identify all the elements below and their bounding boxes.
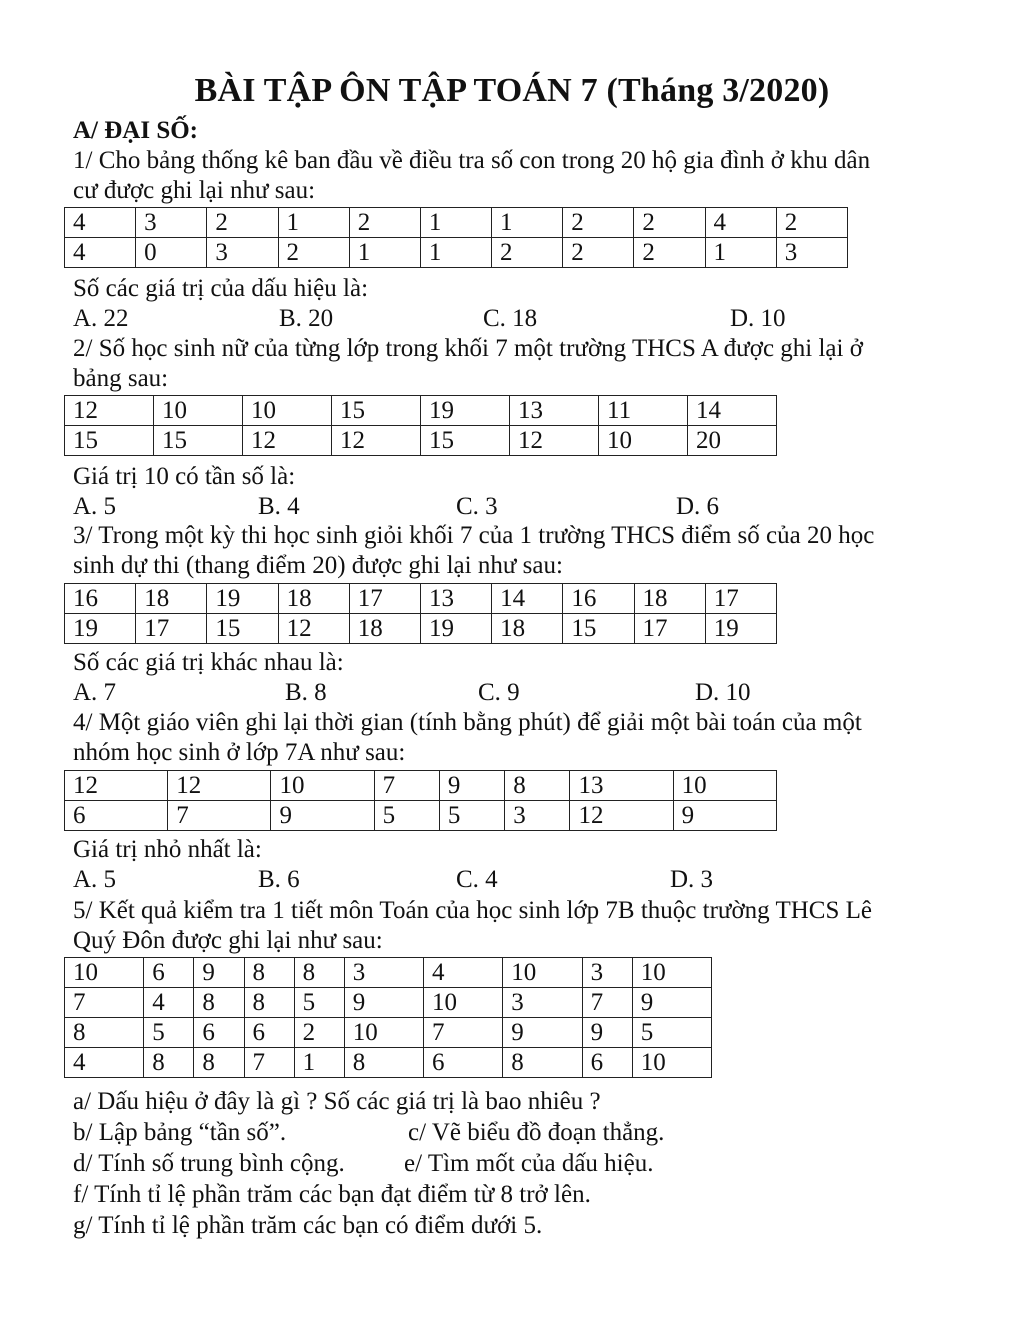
q5-part-d: d/ Tính số trung bình cộng.	[73, 1150, 345, 1177]
table-cell: 10	[243, 396, 332, 426]
table-cell: 18	[136, 584, 207, 614]
table-cell: 12	[243, 426, 332, 456]
table-cell: 12	[65, 771, 168, 801]
table-cell: 9	[344, 988, 423, 1018]
q1-text-line1: 1/ Cho bảng thống kê ban đầu về điều tra số con trong 20 hộ gia đình ở khu dân	[73, 147, 871, 174]
table-cell: 2	[776, 208, 847, 238]
q1-text-line2: cư được ghi lại như sau:	[73, 177, 316, 204]
table-cell: 3	[136, 208, 207, 238]
q1-data-table	[64, 207, 848, 268]
table-row	[65, 1048, 712, 1078]
table-cell: 4	[424, 958, 503, 988]
table-cell: 1	[278, 208, 349, 238]
table-cell: 8	[194, 988, 244, 1018]
table-cell: 10	[599, 426, 688, 456]
q2-option-d: D. 6	[676, 493, 720, 520]
table-cell: 5	[294, 988, 344, 1018]
table-cell: 10	[424, 988, 503, 1018]
table-cell: 5	[632, 1018, 711, 1048]
table-cell: 1	[420, 208, 491, 238]
table-cell: 16	[563, 584, 634, 614]
table-cell: 3	[505, 801, 570, 831]
table-cell: 8	[294, 958, 344, 988]
q3-text-line1: 3/ Trong một kỳ thi học sinh giỏi khối 7 của 1 trường THCS điểm số của 20 học	[73, 522, 875, 549]
table-cell: 8	[194, 1048, 244, 1078]
table-cell: 15	[332, 396, 421, 426]
table-cell: 14	[688, 396, 777, 426]
table-cell: 2	[563, 238, 634, 268]
table-cell: 10	[673, 771, 776, 801]
table-cell: 12	[332, 426, 421, 456]
table-cell: 7	[244, 1048, 294, 1078]
table-cell: 9	[582, 1018, 632, 1048]
q4-text-line2: nhóm học sinh ở lớp 7A như sau:	[73, 739, 406, 766]
table-cell: 1	[492, 208, 563, 238]
table-cell: 15	[563, 614, 634, 644]
q5-part-e: e/ Tìm mốt của dấu hiệu.	[404, 1150, 654, 1177]
table-cell: 1	[420, 238, 491, 268]
table-row	[65, 208, 848, 238]
table-cell: 13	[570, 771, 673, 801]
table-cell: 16	[65, 584, 136, 614]
table-cell: 13	[420, 584, 491, 614]
table-cell: 4	[65, 208, 136, 238]
table-cell: 18	[278, 584, 349, 614]
q4-option-b: B. 6	[258, 866, 300, 893]
q4-question: Giá trị nhỏ nhất là:	[73, 836, 262, 863]
table-cell: 0	[136, 238, 207, 268]
q4-text-line1: 4/ Một giáo viên ghi lại thời gian (tính bằng phút) để giải một bài toán của một	[73, 709, 862, 736]
table-cell: 8	[244, 988, 294, 1018]
q4-option-d: D. 3	[670, 866, 714, 893]
table-cell: 19	[207, 584, 278, 614]
table-cell: 8	[505, 771, 570, 801]
table-cell: 12	[510, 426, 599, 456]
q5-part-a: a/ Dấu hiệu ở đây là gì ? Số các giá trị là bao nhiêu ?	[73, 1088, 601, 1115]
table-cell: 8	[144, 1048, 194, 1078]
table-cell: 12	[570, 801, 673, 831]
q1-option-b: B. 20	[279, 305, 334, 332]
table-cell: 7	[168, 801, 271, 831]
table-cell: 9	[439, 771, 504, 801]
table-cell: 12	[278, 614, 349, 644]
table-cell: 2	[563, 208, 634, 238]
table-cell: 6	[424, 1048, 503, 1078]
table-cell: 4	[65, 238, 136, 268]
table-cell: 4	[65, 1048, 144, 1078]
table-cell: 17	[705, 584, 776, 614]
table-cell: 6	[65, 801, 168, 831]
q1-option-c: C. 18	[483, 305, 538, 332]
table-cell: 18	[634, 584, 705, 614]
table-cell: 3	[344, 958, 423, 988]
table-cell: 6	[244, 1018, 294, 1048]
table-cell: 2	[278, 238, 349, 268]
table-row	[65, 238, 848, 268]
table-cell: 4	[144, 988, 194, 1018]
table-cell: 4	[705, 208, 776, 238]
table-cell: 12	[65, 396, 154, 426]
q3-text-line2: sinh dự thi (thang điểm 20) được ghi lại như sau:	[73, 552, 563, 579]
table-cell: 2	[634, 238, 705, 268]
page-title: BÀI TẬP ÔN TẬP TOÁN 7 (Tháng 3/2020)	[194, 72, 830, 109]
table-cell: 1	[349, 238, 420, 268]
table-cell: 18	[349, 614, 420, 644]
table-cell: 15	[421, 426, 510, 456]
table-cell: 6	[194, 1018, 244, 1048]
q4-option-c: C. 4	[456, 866, 498, 893]
table-cell: 19	[65, 614, 136, 644]
table-cell: 10	[154, 396, 243, 426]
table-cell: 6	[144, 958, 194, 988]
table-cell: 19	[420, 614, 491, 644]
table-cell: 17	[634, 614, 705, 644]
q3-data-table	[64, 583, 777, 644]
q3-option-d: D. 10	[695, 679, 751, 706]
table-cell: 12	[168, 771, 271, 801]
table-cell: 7	[582, 988, 632, 1018]
table-row	[65, 771, 777, 801]
table-row	[65, 801, 777, 831]
table-cell: 1	[705, 238, 776, 268]
table-cell: 9	[194, 958, 244, 988]
q1-question: Số các giá trị của dấu hiệu là:	[73, 275, 369, 302]
table-cell: 2	[207, 208, 278, 238]
table-row	[65, 614, 777, 644]
table-row	[65, 988, 712, 1018]
table-row	[65, 584, 777, 614]
table-cell: 11	[599, 396, 688, 426]
table-row	[65, 426, 777, 456]
table-cell: 17	[136, 614, 207, 644]
table-cell: 2	[492, 238, 563, 268]
table-cell: 9	[503, 1018, 582, 1048]
table-cell: 10	[344, 1018, 423, 1048]
table-cell: 8	[244, 958, 294, 988]
q5-text-line2: Quý Đôn được ghi lại như sau:	[73, 927, 383, 954]
q2-option-c: C. 3	[456, 493, 498, 520]
table-cell: 7	[374, 771, 439, 801]
q3-option-c: C. 9	[478, 679, 520, 706]
table-cell: 3	[582, 958, 632, 988]
table-cell: 3	[503, 988, 582, 1018]
table-cell: 10	[271, 771, 374, 801]
q1-option-d: D. 10	[730, 305, 786, 332]
table-cell: 9	[673, 801, 776, 831]
q1-option-a: A. 22	[73, 305, 129, 332]
table-cell: 8	[65, 1018, 144, 1048]
table-cell: 5	[144, 1018, 194, 1048]
q2-option-b: B. 4	[258, 493, 300, 520]
q2-text-line2: bảng sau:	[73, 365, 169, 392]
table-cell: 15	[154, 426, 243, 456]
q5-part-g: g/ Tính tỉ lệ phần trăm các bạn có điểm dưới 5.	[73, 1212, 543, 1239]
table-cell: 6	[582, 1048, 632, 1078]
q4-option-a: A. 5	[73, 866, 117, 893]
table-row	[65, 958, 712, 988]
table-cell: 19	[421, 396, 510, 426]
q2-data-table	[64, 395, 777, 456]
table-cell: 5	[439, 801, 504, 831]
table-cell: 3	[207, 238, 278, 268]
q5-part-c: c/ Vẽ biểu đồ đoạn thẳng.	[408, 1119, 665, 1146]
q2-text-line1: 2/ Số học sinh nữ của từng lớp trong khối 7 một trường THCS A được ghi lại ở	[73, 335, 863, 362]
table-cell: 7	[424, 1018, 503, 1048]
table-cell: 15	[207, 614, 278, 644]
q3-option-a: A. 7	[73, 679, 117, 706]
q5-text-line1: 5/ Kết quả kiểm tra 1 tiết môn Toán của học sinh lớp 7B thuộc trường THCS Lê	[73, 897, 872, 924]
table-cell: 17	[349, 584, 420, 614]
table-cell: 7	[65, 988, 144, 1018]
table-cell: 18	[492, 614, 563, 644]
table-cell: 10	[503, 958, 582, 988]
table-cell: 2	[634, 208, 705, 238]
table-cell: 8	[503, 1048, 582, 1078]
table-cell: 1	[294, 1048, 344, 1078]
section-heading: A/ ĐẠI SỐ:	[73, 117, 199, 144]
table-cell: 9	[632, 988, 711, 1018]
table-cell: 10	[632, 1048, 711, 1078]
q3-option-b: B. 8	[285, 679, 327, 706]
table-row	[65, 396, 777, 426]
table-cell: 15	[65, 426, 154, 456]
table-cell: 8	[344, 1048, 423, 1078]
table-cell: 19	[705, 614, 776, 644]
table-cell: 10	[65, 958, 144, 988]
q5-part-f: f/ Tính tỉ lệ phần trăm các bạn đạt điểm từ 8 trở lên.	[73, 1181, 591, 1208]
table-cell: 5	[374, 801, 439, 831]
table-cell: 10	[632, 958, 711, 988]
q2-option-a: A. 5	[73, 493, 117, 520]
table-cell: 3	[776, 238, 847, 268]
q5-data-table	[64, 957, 712, 1078]
table-row	[65, 1018, 712, 1048]
q4-data-table	[64, 770, 777, 831]
q2-question: Giá trị 10 có tần số là:	[73, 463, 296, 490]
table-cell: 2	[349, 208, 420, 238]
table-cell: 2	[294, 1018, 344, 1048]
q3-question: Số các giá trị khác nhau là:	[73, 649, 344, 676]
table-cell: 14	[492, 584, 563, 614]
table-cell: 20	[688, 426, 777, 456]
table-cell: 13	[510, 396, 599, 426]
table-cell: 9	[271, 801, 374, 831]
q5-part-b: b/ Lập bảng “tần số”.	[73, 1119, 287, 1146]
